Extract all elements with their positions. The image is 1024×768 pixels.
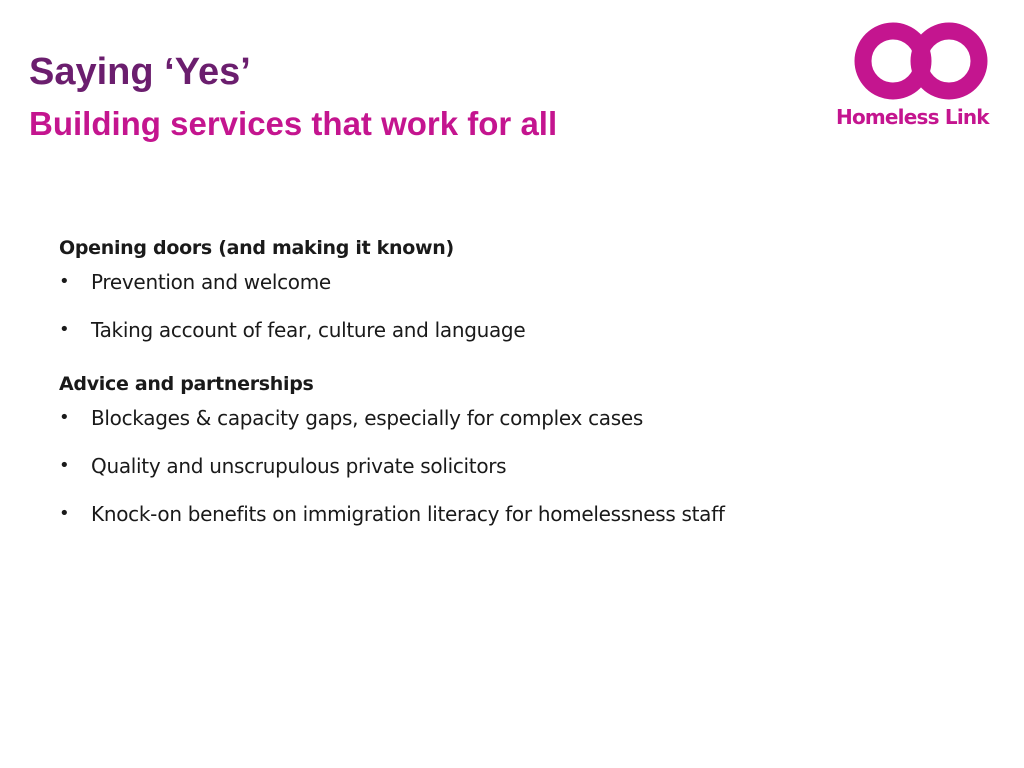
section-advice-partnerships	[59, 370, 959, 528]
slide-title: Saying ‘Yes’	[29, 51, 251, 93]
list-item-text: Blockages & capacity gaps, especially for complex cases	[91, 406, 644, 430]
bullet-list	[59, 404, 959, 528]
list-item	[59, 404, 959, 432]
list-item	[59, 268, 959, 296]
logo-wordmark: Homeless Link	[836, 105, 989, 129]
bullet-icon: •	[59, 455, 70, 476]
bullet-icon: •	[59, 271, 70, 292]
homeless-link-logo	[836, 22, 1006, 132]
section-opening-doors	[59, 234, 959, 344]
section-heading: Advice and partnerships	[59, 373, 314, 395]
list-item-text: Knock-on benefits on immigration literacy for homelessness staff	[91, 502, 725, 526]
bullet-icon: •	[59, 407, 70, 428]
bullet-icon: •	[59, 319, 70, 340]
list-item-text: Quality and unscrupulous private solicitors	[91, 454, 507, 478]
slide-content	[59, 234, 959, 554]
list-item	[59, 316, 959, 344]
bullet-list	[59, 268, 959, 344]
slide-subtitle: Building services that work for all	[29, 105, 558, 142]
list-item-text: Prevention and welcome	[91, 270, 331, 294]
infinity-rings-icon	[854, 22, 988, 100]
list-item-text: Taking account of fear, culture and language	[91, 318, 526, 342]
bullet-icon: •	[59, 503, 70, 524]
list-item	[59, 452, 959, 480]
section-heading: Opening doors (and making it known)	[59, 237, 454, 259]
list-item	[59, 500, 959, 528]
